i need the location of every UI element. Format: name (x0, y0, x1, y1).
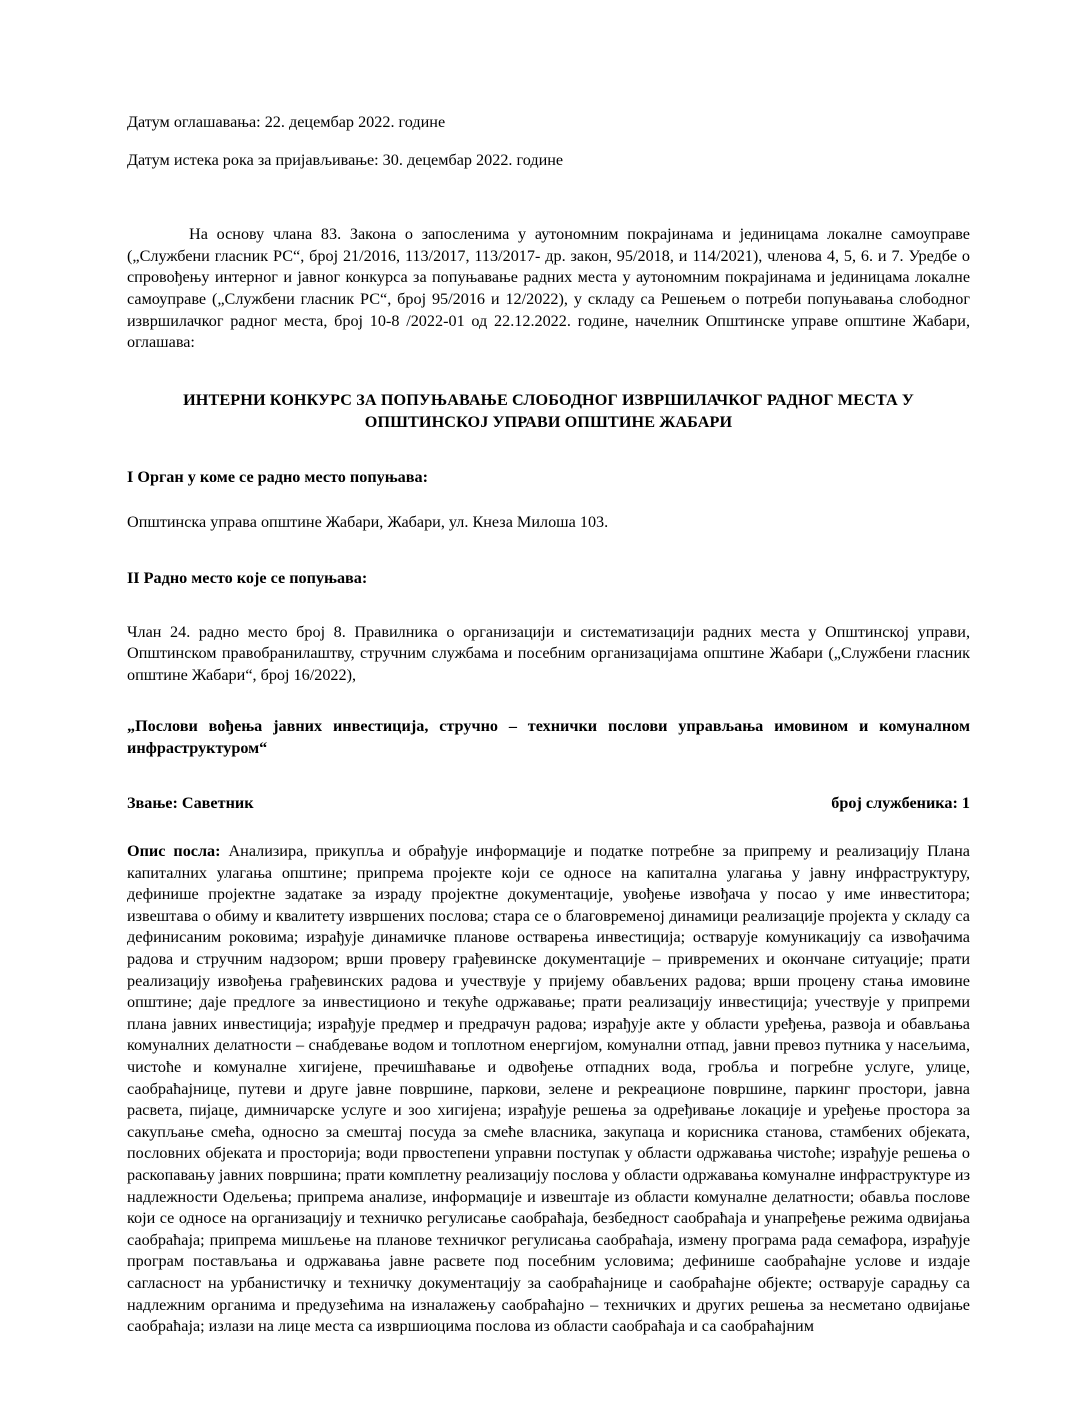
application-deadline-date: Датум истека рока за пријављивање: 30. децембар 2022. године (127, 150, 564, 169)
spacer (127, 187, 970, 224)
spacer (127, 354, 970, 389)
section-i-heading: I Орган у коме се радно место попуњава: (127, 467, 428, 486)
spacer (127, 760, 970, 793)
legal-preamble-paragraph: На основу члана 83. Закона о запосленима у аутономним покрајинама и јединицама локалне самоуправе („Службени гласник РС“, број 21/2016, 113/2017, 113/2017- др. закон, 95/2018, и 114/2021), членова 4, 5, 6. и 7. Уредбе о спровођењу интерног и јавног конкурса за попуњавање радних места у аутономним покрајинама и јединицама локалне самоуправе („Службени гласник РС“, број 95/2016 и 12/2022), у складу са Решењем о потреби попуњавања слободног извршилачког радног места, број 10-8 /2022-01 од 22.12.2022. године, начелник Општинске управе општине Жабари, оглашава: (127, 225, 970, 352)
document-title-line-1: ИНТЕРНИ КОНКУРС ЗА ПОПУЊАВАЊЕ СЛОБОДНОГ ИЗВРШИЛАЧКОГ РАДНОГ МЕСТА У (183, 390, 914, 409)
employee-count-label: број службеника: 1 (831, 793, 970, 812)
document-title (127, 389, 970, 433)
job-description-text: Анализира, прикупља и обрађује информације и податке потребне за припрему и реализацију Плана капиталних улагања општине; припрема пројекте који се односе на капитална улагања у јавну инфраструктуру, дефинише пројектне задатаке за израду пројектне документације, увођење извођача у посао у име инвеститора; извештава о обиму и квалитету извршених послова; стара се о благовременој динамици реализације пројекта у складу са дефинисаним роковима; израђује динамичке планове остварења инвестиција; остварује комуникацију са извођачима радова и стручним надзором; врши проверу грађевинске документације – привремених и окончане ситуације; прати реализацију извођења грађевинских радова и учествује у пријему обављених радова; врши процену стања имовине општине; даје предлоге за инвестиционо и текуће одржавање; прати реализацију инвестиција; учествује у припреми плана јавних инвестиција; израђује предмер и предрачун радова; израђује акте у области уређења, развоја и обављања комуналних делатности – снабдевање водом и топлотном енергијом, комунални отпад, јавни превоз путника у насељима, чистоће и комуналне хигијене, пречишћавање и одвођење отпадних вода, гробља и погребне услуге, улице, саобраћајнице, путеви и друге јавне површине, паркови, зелене и рекреационе површине, паркинг простори, јавна расвета, пијаце, димничарске услуге и зоо хигијена; израђује решења за одређивање локације и уређење простора за сакупљање смећа, односно за смештај посуда за смеће власника, закупаца и корисника станова, стамбених објеката, пословних објеката и просторија; води првостепени управни поступак у области одржавања чистоће; израђује решења о раскопавању јавних површина; прати комплетну реализацију послова у области одржавања комуналне инфраструктуре из надлежности Одељења; припрема анализе, информације и извештаје из области комуналне делатности; обавља послове који се односе на организацију и техничко регулисање саобраћаја, безбедност саобраћаја и унапређење режима одвијања саобраћаја; припрема мишљење на планове техничког регулисања саобраћаја, измену програма рада семафора, израђује програм постављања и одржавања јавне расвете под посебним условима; дефинише саобраћајне услове и издаје сагласност на урбанистичку и техничку документацију за саобраћајнице и саобраћајне објекте; остварује сарадњу са надлежним органима и предузећима на изналажењу саобраћајно – техничких и других решења за несметано одвијање саобраћаја; излази на лице места са извршиоцима послова из области саобраћаја и са саобраћајним (127, 842, 970, 1336)
spacer (127, 814, 970, 841)
job-description-paragraph (127, 841, 970, 1338)
announcement-date: Датум оглашавања: 22. децембар 2022. године (127, 113, 446, 131)
document-content (127, 112, 970, 1338)
spacer (127, 488, 970, 512)
rank-and-count-row (127, 793, 970, 815)
job-position-title: „Послови вођења јавних инвестиција, стручно – технички послови управљања имовином и комуналном инфраструктуром“ (127, 717, 970, 757)
spacer (127, 686, 970, 716)
section-ii-heading: II Радно место које се попуњава: (127, 568, 368, 587)
spacer (127, 534, 970, 568)
job-description-label: Опис посла: (127, 842, 221, 861)
section-ii-body: Члан 24. радно место број 8. Правилника о организацији и систематизацији радних места у Општинској управи, Општинском правобранилаштву, стручним службама и посебним организацијама општине Жабари („Службени гласник општине Жабари“, број 16/2022), (127, 622, 970, 684)
rank-label: Звање: Саветник (127, 793, 254, 812)
section-i-body: Општинска управа општине Жабари, Жабари, ул. Кнеза Милоша 103. (127, 513, 609, 532)
document-title-line-2: ОПШТИНСКОЈ УПРАВИ ОПШТИНЕ ЖАБАРИ (364, 412, 733, 431)
spacer (127, 590, 970, 622)
spacer (127, 433, 970, 467)
